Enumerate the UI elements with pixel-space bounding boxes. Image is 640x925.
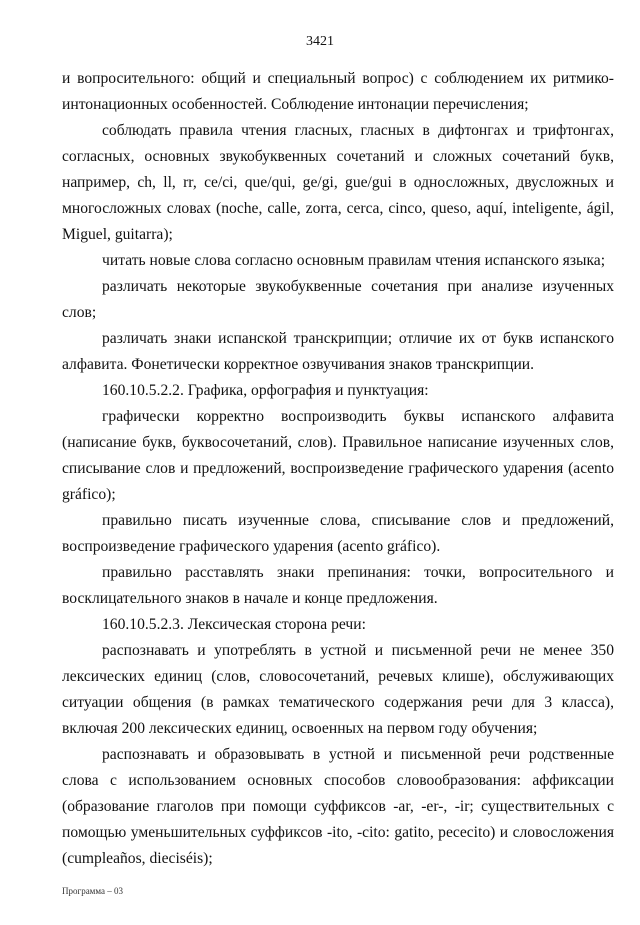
body-text <box>62 66 614 872</box>
section-heading: 160.10.5.2.3. Лексическая сторона речи: <box>102 616 366 633</box>
paragraph: правильно писать изученные слова, списывание слов и предложений, воспроизведение графического ударения (acento gráfico). <box>62 512 614 555</box>
paragraph: и вопросительного: общий и специальный вопрос) с соблюдением их ритмико-интонационных особенностей. Соблюдение интонации перечисления; <box>62 70 614 113</box>
paragraph: читать новые слова согласно основным правилам чтения испанского языка; <box>102 252 606 269</box>
footer-label: Программа – 03 <box>62 886 124 896</box>
paragraph: распознавать и образовывать в устной и письменной речи родственные слова с использованием основных способов словообразования: аффиксации (образование глаголов при помощи суффиксов -ar, -er-, -ir; существительных с помощью уменьшительных суффиксов -ito, -cito: gatito, pececito) и словосложения (cumpleaños, dieciséis); <box>62 746 614 867</box>
page-number: 3421 <box>306 34 334 49</box>
paragraph: различать знаки испанской транскрипции; отличие их от букв испанского алфавита. Фонетически корректное озвучивания знаков транскрипции. <box>62 330 614 373</box>
section-heading: 160.10.5.2.2. Графика, орфография и пунктуация: <box>102 382 429 399</box>
paragraph: правильно расставлять знаки препинания: точки, вопросительного и восклицательного знаков в начале и конце предложения. <box>62 564 614 607</box>
paragraph: распознавать и употреблять в устной и письменной речи не менее 350 лексических единиц (слов, словосочетаний, речевых клише), обслуживающих ситуации общения (в рамках тематического содержания речи для 3 класса), включая 200 лексических единиц, освоенных на первом году обучения; <box>62 642 614 737</box>
paragraph: графически корректно воспроизводить буквы испанского алфавита (написание букв, буквосочетаний, слов). Правильное написание изученных слов, списывание слов и предложений, воспроизведение графического ударения (acento gráfico); <box>62 408 614 503</box>
paragraph: различать некоторые звукобуквенные сочетания при анализе изученных слов; <box>62 278 614 321</box>
paragraph: соблюдать правила чтения гласных, гласных в дифтонгах и трифтонгах, согласных, основных звукобуквенных сочетаний и сложных сочетаний букв, например, ch, ll, rr, ce/ci, que/qui, ge/gi, gue/gui в односложных, двусложных и многосложных словах (noche, calle, zorra, cerca, cinco, queso, aquí, inteligente, ágil, Miguel, guitarra); <box>62 122 614 243</box>
